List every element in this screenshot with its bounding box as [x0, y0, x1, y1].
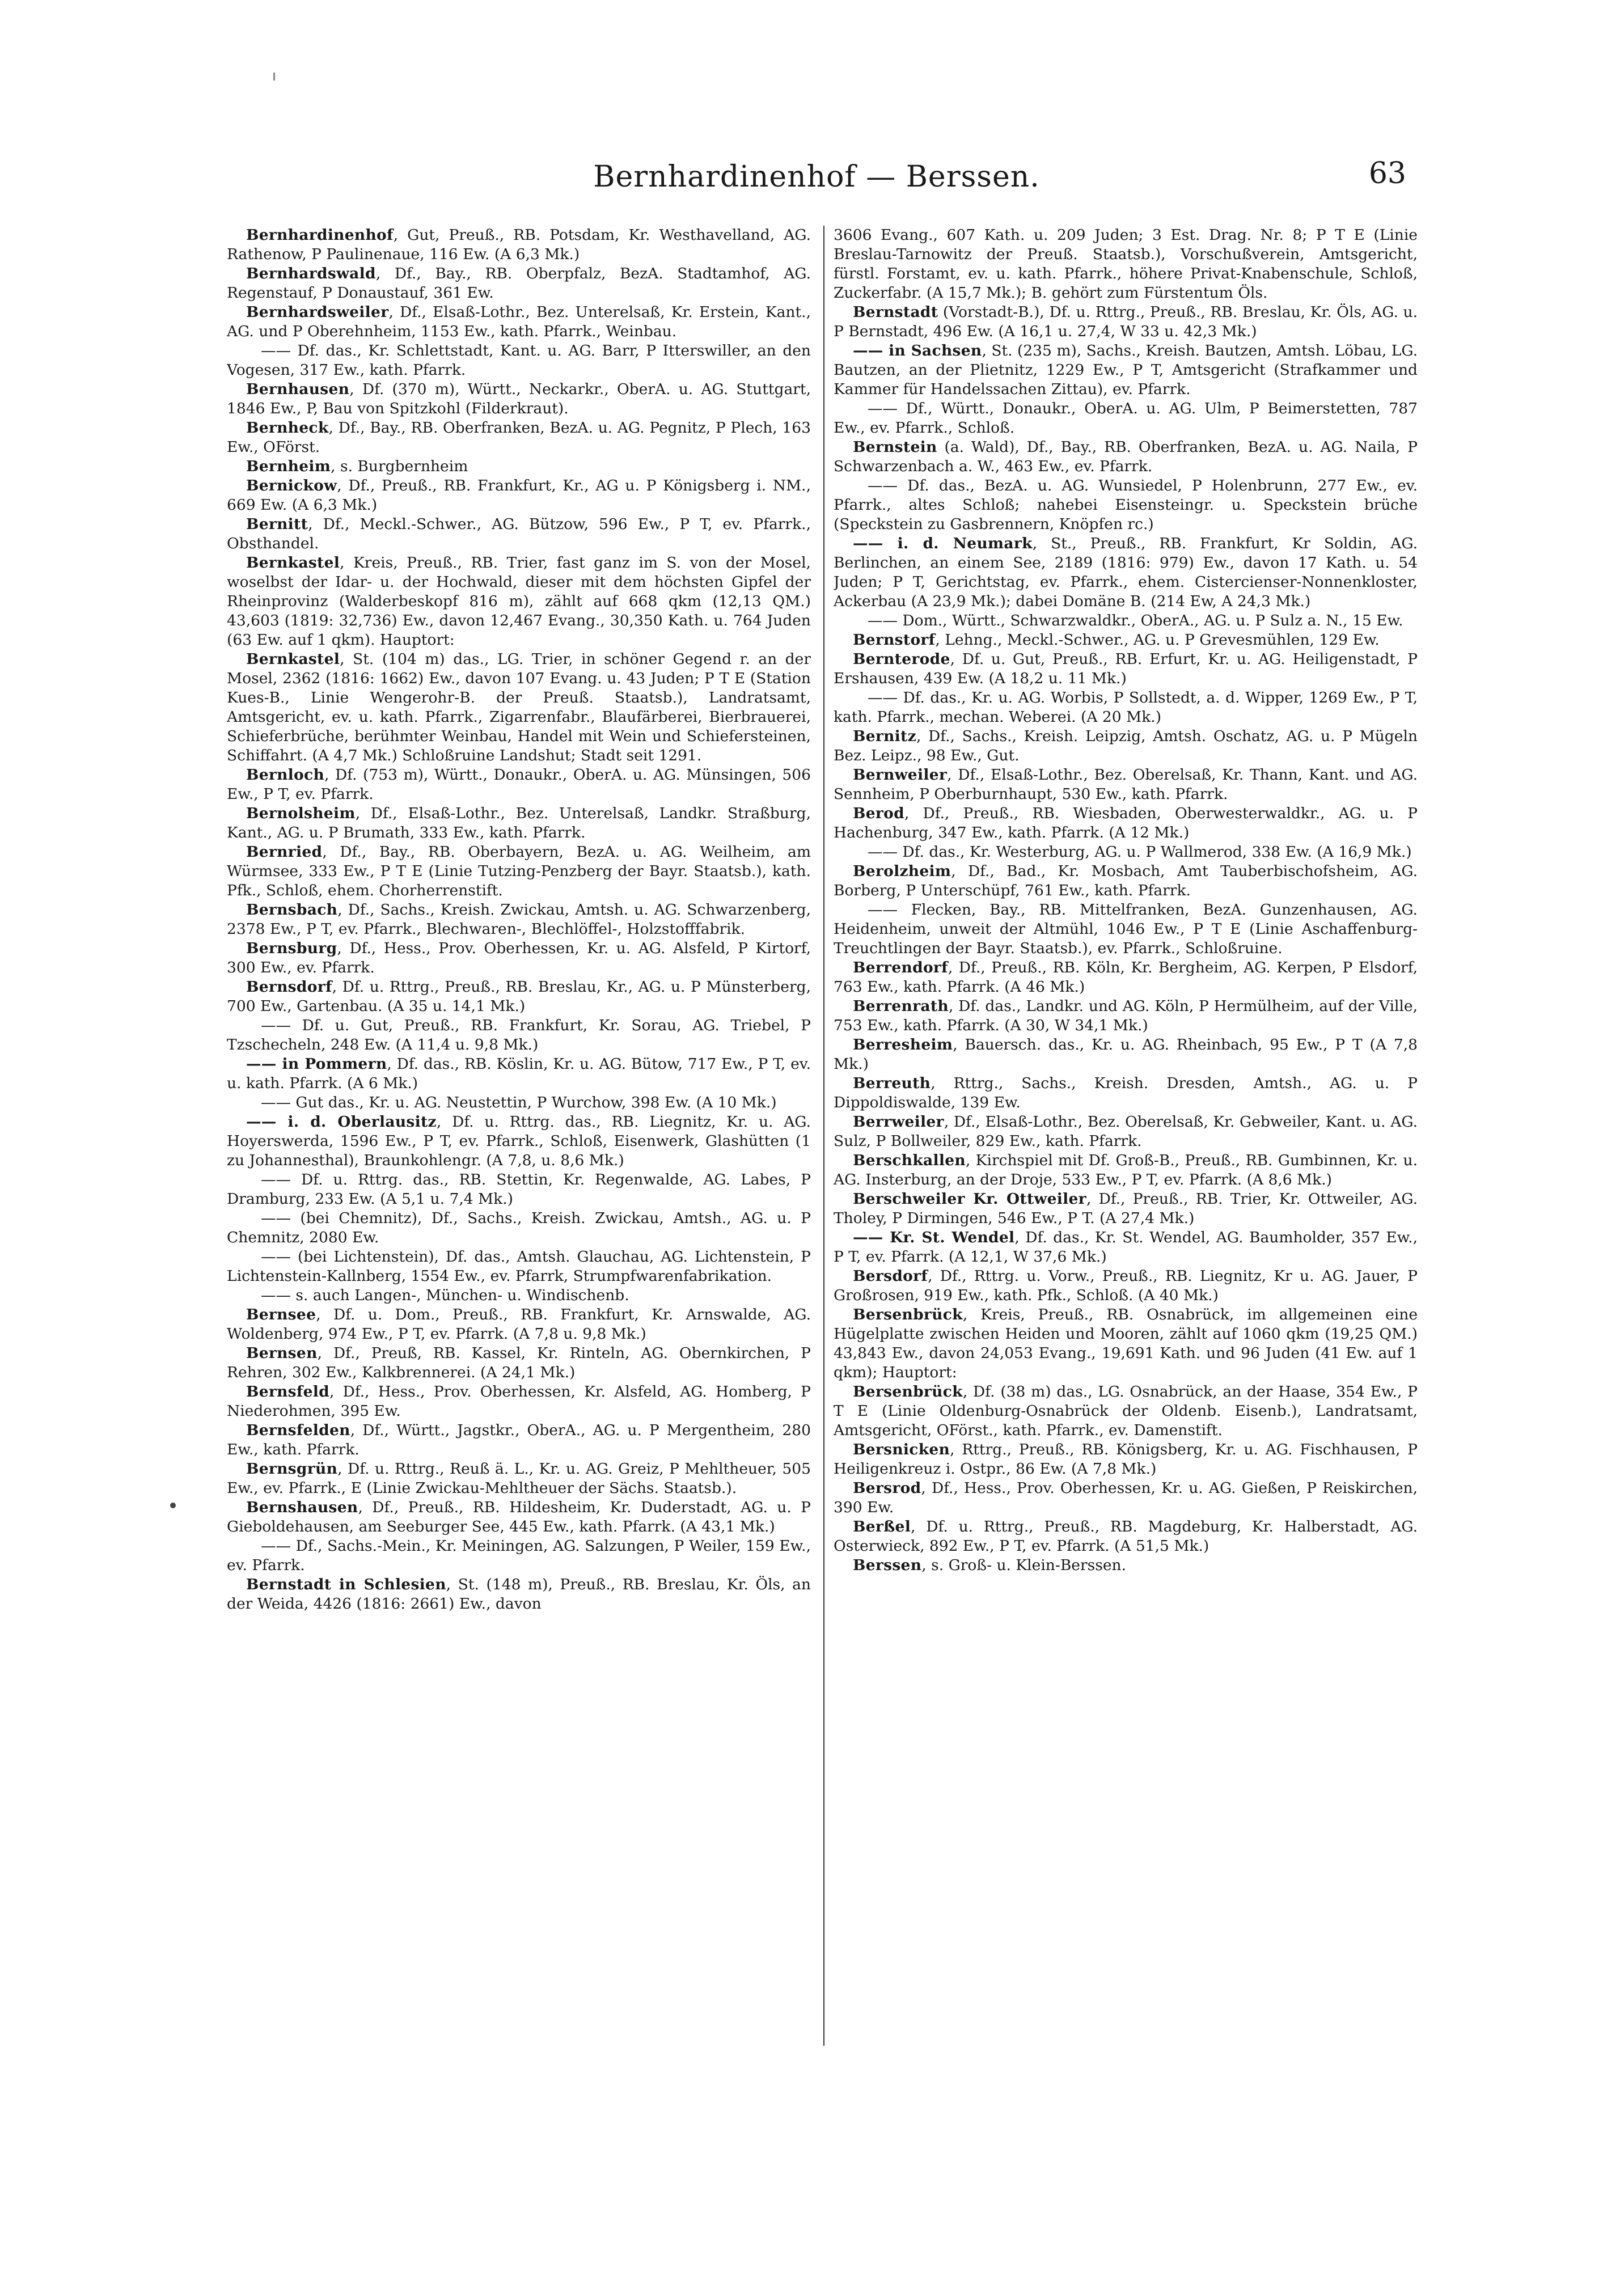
- entry-headword: Berschweiler Kr. Ottweiler: [853, 1190, 1086, 1208]
- entry-headword: Berrendorf: [853, 959, 948, 976]
- entry-headword: —— Kr. St. Wendel: [853, 1229, 1015, 1246]
- entry-text: , Rttrg., Sachs., Kreish. Dresden, Amtsh., AG. u. P Dippoldiswalde, 139 Ew.: [834, 1074, 1418, 1111]
- gazetteer-entry: [227, 1459, 811, 1498]
- entry-text: , Df., Elsaß-Lothr., Bez. Unterelsaß, Kr. Erstein, Kant., AG. und P Oberehnheim, 1153 Ew., kath. Pfarrk., Weinbau.: [227, 303, 811, 340]
- entry-headword: Berresheim: [853, 1036, 953, 1054]
- entry-text: —— (bei Lichtenstein), Df. das., Amtsh. Glauchau, AG. Lichtenstein, P Lichtenstein-Kallnberg, 1554 Ew., ev. Pfarrk, Strumpfwarenfabrikation.: [227, 1248, 811, 1285]
- gazetteer-entry: [227, 1247, 811, 1286]
- entry-text: , Kreis, Preuß., RB. Trier, fast ganz im S. von der Mosel, woselbst der Idar- u. der Hochwald, dieser mit dem höchsten Gipfel der Rheinprovinz (Walderbeskopf 816 m), zählt auf 668 qkm (12,13 QM.) 43,603 (1819: 32,736) Ew., davon 12,467 Evang., 30,350 Kath. u. 764 Juden (63 Ew. auf 1 qkm). Hauptort:: [227, 554, 811, 649]
- entry-headword: Bernsen: [246, 1344, 318, 1362]
- gazetteer-entry: [227, 939, 811, 978]
- entry-headword: Bernshausen: [246, 1499, 358, 1516]
- gazetteer-entry: [834, 727, 1418, 765]
- entry-text: , St. (235 m), Sachs., Kreish. Bautzen, Amtsh. Löbau, LG. Bautzen, an der Plietnitz, 1229 Ew., P T, Amtsgericht (Strafkammer und Kammer für Handelssachen Zittau), ev. Pfarrk.: [834, 342, 1418, 398]
- entry-text: , Df. das., RB. Köslin, Kr. u. AG. Bütow, 717 Ew., P T, ev. u. kath. Pfarrk. (A 6 Mk.): [227, 1055, 811, 1092]
- entry-headword: Bernsbach: [246, 901, 338, 919]
- gazetteer-entry: [834, 1112, 1418, 1151]
- entry-headword: Bernhardsweiler: [246, 303, 389, 321]
- gazetteer-entry: [834, 804, 1418, 843]
- entry-text: , Df., Bay., RB. Oberbayern, BezA. u. AG. Weilheim, am Würmsee, 333 Ew., P T E (Linie Tutzing-Penzberg der Bayr. Staatsb.), kath. Pfk., Schloß, ehem. Chorherrenstift.: [227, 843, 811, 899]
- entry-text: —— Df. das., Kr. Schlettstadt, Kant. u. AG. Barr, P Itterswiller, an den Vogesen, 317 Ew., kath. Pfarrk.: [227, 342, 811, 379]
- entry-headword: Bernsgrün: [246, 1460, 338, 1478]
- entry-headword: Bernsfeld: [246, 1383, 329, 1401]
- entry-headword: Bersdorf: [853, 1267, 928, 1285]
- right-column: [834, 226, 1418, 2068]
- entry-headword: Bernitt: [246, 515, 308, 533]
- entry-text: , Df., Preuß., RB. Hildesheim, Kr. Duderstadt, AG. u. P Gieboldehausen, am Seeburger See, 445 Ew., kath. Pfarrk. (A 43,1 Mk.): [227, 1499, 811, 1535]
- entry-text: , Df., Elsaß-Lothr., Bez. Oberelsaß, Kr. Thann, Kant. und AG. Sennheim, P Oberburnhaupt, 530 Ew., kath. Pfarrk.: [834, 766, 1418, 803]
- entry-headword: Bernickow: [246, 477, 337, 494]
- gazetteer-entry: [227, 1286, 811, 1305]
- gazetteer-entry: [834, 303, 1418, 341]
- gazetteer-entry: [834, 1228, 1418, 1267]
- entry-text: , Lehng., Meckl.-Schwer., AG. u. P Grevesmühlen, 129 Ew.: [935, 631, 1380, 649]
- entry-text: , Df., Hess., Prov. Oberhessen, Kr. u. AG. Alsfeld, P Kirtorf, 300 Ew., ev. Pfarrk.: [227, 940, 811, 976]
- entry-text: , Bauersch. das., Kr. u. AG. Rheinbach, 95 Ew., P T (A 7,8 Mk.): [834, 1036, 1418, 1073]
- entry-text: , Df., Sachs., Kreish. Zwickau, Amtsh. u. AG. Schwarzenberg, 2378 Ew., P T, ev. Pfarrk., Blechwaren-, Blechlöffel-, Holzstofffabrik.: [227, 901, 811, 938]
- margin-mark-top: [273, 73, 275, 81]
- gazetteer-entry: [227, 1382, 811, 1421]
- entry-text: —— s. auch Langen-, München- u. Windischenb.: [261, 1287, 629, 1304]
- margin-dot: [170, 1503, 176, 1508]
- entry-headword: Berolzheim: [853, 862, 951, 880]
- entry-headword: Bernhardinenhof: [246, 226, 394, 244]
- gazetteer-entry: [834, 534, 1418, 611]
- entry-headword: Bernweiler: [853, 766, 948, 784]
- gazetteer-entry: [834, 1556, 1418, 1575]
- gazetteer-entry: [834, 631, 1418, 650]
- entry-text: , St. (148 m), Preuß., RB. Breslau, Kr. Öls, an der Weida, 4426 (1816: 2661) Ew., davon: [227, 1576, 811, 1613]
- entry-text: , Df., Preuß., RB. Frankfurt, Kr., AG u. P Königsberg i. NM., 669 Ew. (A 6,3 Mk.): [227, 477, 811, 514]
- gazetteer-entry: [227, 1209, 811, 1247]
- entry-headword: —— in Sachsen: [853, 342, 982, 359]
- gazetteer-entry: [227, 515, 811, 553]
- gazetteer-entry: [834, 476, 1418, 534]
- entry-text: (a. Wald), Df., Bay., RB. Oberfranken, BezA. u. AG. Naila, P Schwarzenbach a. W., 463 Ew., ev. Pfarrk.: [834, 438, 1418, 475]
- entry-text: —— Df., Württ., Donaukr., OberA. u. AG. Ulm, P Beimerstetten, 787 Ew., ev. Pfarrk., Schloß.: [834, 400, 1418, 437]
- entry-headword: Berreuth: [853, 1074, 931, 1092]
- entry-text: , s. Burgbernheim: [331, 458, 468, 475]
- gazetteer-entry: [834, 688, 1418, 727]
- gazetteer-entry: [227, 341, 811, 380]
- gazetteer-entry: [227, 303, 811, 341]
- gazetteer-entry: [227, 264, 811, 303]
- gazetteer-entry: [834, 1305, 1418, 1382]
- entry-text: , Df., Hess., Prov. Oberhessen, Kr. u. AG. Gießen, P Reiskirchen, 390 Ew.: [834, 1479, 1418, 1516]
- entry-text: , Df., Meckl.-Schwer., AG. Bützow, 596 Ew., P T, ev. Pfarrk., Obsthandel.: [227, 515, 811, 552]
- gazetteer-entry: [834, 1479, 1418, 1517]
- gazetteer-entry: [834, 1267, 1418, 1305]
- gazetteer-entry: [834, 438, 1418, 476]
- entry-text: , Df., Elsaß-Lothr., Bez. Unterelsaß, Landkr. Straßburg, Kant., AG. u. P Brumath, 333 Ew., kath. Pfarrk.: [227, 805, 811, 841]
- left-column: [227, 226, 811, 2068]
- gazetteer-entry: [227, 804, 811, 843]
- entry-headword: Bersrod: [853, 1479, 921, 1497]
- entry-headword: Bernstadt: [853, 303, 938, 321]
- entry-text: , St., Preuß., RB. Frankfurt, Kr Soldin, AG. Berlinchen, an einem See, 2189 (1816: 979) Ew., davon 17 Kath. u. 54 Juden; P T, Gerichtstag, ev. Pfarrk., ehem. Cistercienser-Nonnenkloster, Ackerbau (A 23,9 Mk.); dabei Domäne B. (214 Ew, A 24,3 Mk.): [834, 535, 1418, 610]
- entry-headword: Bernsee: [246, 1306, 316, 1323]
- running-head-title: Bernhardinenhof — Berssen.: [593, 160, 1040, 194]
- entry-headword: Bernsfelden: [246, 1422, 350, 1439]
- entry-text: , Df. (370 m), Württ., Neckarkr., OberA. u. AG. Stuttgart, 1846 Ew., P, Bau von Spitzkohl (Filderkraut).: [227, 380, 811, 417]
- entry-text: , Df. u. Rttrg. das., RB. Liegnitz, Kr. u. AG. Hoyerswerda, 1596 Ew., P T, ev. Pfarrk., Schloß, Eisenwerk, Glashütten (1 zu Johannesthal), Braunkohlengr. (A 7,8, u. 8,6 Mk.): [227, 1113, 811, 1169]
- gazetteer-entry: [227, 226, 811, 264]
- entry-text: , Df., Bay., RB. Oberfranken, BezA. u. AG. Pegnitz, P Plech, 163 Ew., OFörst.: [227, 419, 811, 456]
- entry-headword: —— i. d. Oberlausitz: [246, 1113, 437, 1131]
- entry-text: , Df., Rttrg. u. Vorw., Preuß., RB. Liegnitz, Kr u. AG. Jauer, P Großrosen, 919 Ew., kath. Pfk., Schloß. (A 40 Mk.): [834, 1267, 1418, 1304]
- entry-text: , Df. u. Rttrg., Reuß ä. L., Kr. u. AG. Greiz, P Mehltheuer, 505 Ew., ev. Pfarrk., E (Linie Zwickau-Mehltheuer der Sächs. Staatsb.).: [227, 1460, 811, 1497]
- gazetteer-entry: [834, 1190, 1418, 1228]
- entry-headword: Bernkastel: [246, 650, 340, 668]
- entry-text: —— Df., Sachs.-Mein., Kr. Meiningen, AG. Salzungen, P Weiler, 159 Ew., ev. Pfarrk.: [227, 1537, 811, 1574]
- entry-text: , Df., Sachs., Kreish. Leipzig, Amtsh. Oschatz, AG. u. P Mügeln Bez. Leipz., 98 Ew., Gut.: [834, 727, 1418, 764]
- entry-headword: Berßel: [853, 1518, 911, 1535]
- gazetteer-entry: [834, 1517, 1418, 1556]
- gazetteer-entry: [227, 476, 811, 515]
- gazetteer-entry: [834, 611, 1418, 631]
- gazetteer-entry: [227, 1093, 811, 1112]
- entry-text: , Df. u. Rttrg., Preuß., RB. Magdeburg, Kr. Halberstadt, AG. Osterwieck, 892 Ew., P T, ev. Pfarrk. (A 51,5 Mk.): [834, 1518, 1418, 1555]
- entry-text: —— Gut das., Kr. u. AG. Neustettin, P Wurchow, 398 Ew. (A 10 Mk.): [261, 1094, 777, 1111]
- entry-headword: Bernstein: [853, 438, 937, 456]
- gazetteer-entry: [227, 1537, 811, 1575]
- entry-text: , Df. u. Dom., Preuß., RB. Frankfurt, Kr. Arnswalde, AG. Woldenberg, 974 Ew., P T, ev. Pfarrk. (A 7,8 u. 9,8 Mk.): [227, 1306, 811, 1343]
- entry-headword: —— in Pommern: [246, 1055, 387, 1073]
- gazetteer-entry: [227, 1305, 811, 1344]
- gazetteer-entry: [227, 978, 811, 1016]
- entry-headword: Bernheck: [246, 419, 329, 437]
- entry-text: , Df., Bad., Kr. Mosbach, Amt Tauberbischofsheim, AG. Borberg, P Unterschüpf, 761 Ew., kath. Pfarrk.: [834, 862, 1418, 899]
- gazetteer-entry: [834, 226, 1418, 303]
- entry-headword: Bernterode: [853, 650, 950, 668]
- entry-headword: Bersnicken: [853, 1441, 950, 1458]
- gazetteer-entry: [227, 1055, 811, 1093]
- gazetteer-entry: [834, 765, 1418, 804]
- entry-text: —— Dom., Württ., Schwarzwaldkr., OberA., AG. u. P Sulz a. N., 15 Ew.: [868, 612, 1403, 629]
- entry-headword: Bernkastel: [246, 554, 340, 572]
- entry-text: , Df., Hess., Prov. Oberhessen, Kr. Alsfeld, AG. Homberg, P Niederohmen, 395 Ew.: [227, 1383, 811, 1420]
- entry-text: , Df. das., Kr. St. Wendel, AG. Baumholder, 357 Ew., P T, ev. Pfarrk. (A 12,1, W 37,6 Mk.): [834, 1229, 1418, 1266]
- entry-text: , St. (104 m) das., LG. Trier, in schöner Gegend r. an der Mosel, 2362 (1816: 1662) Ew., davon 107 Evang. u. 43 Juden; P T E (Station Kues-B., Linie Wengerohr-B. der Preuß. Staatsb.), Landratsamt, Amtsgericht, ev. u. kath. Pfarrk., Zigarrenfabr., Blaufärberei, Bierbrauerei, Schieferbrüche, berühmter Weinbau, Handel mit Wein und Schiefersteinen, Schiffahrt. (A 4,7 Mk.) Schloßruine Landshut; Stadt seit 1291.: [227, 650, 811, 764]
- entry-text: , s. Groß- u. Klein-Berssen.: [921, 1556, 1127, 1574]
- entry-text: —— Df. das., Kr. u. AG. Worbis, P Sollstedt, a. d. Wipper, 1269 Ew., P T, kath. Pfarrk., mechan. Weberei. (A 20 Mk.): [834, 689, 1418, 726]
- entry-text: , Df. u. Rttrg., Preuß., RB. Breslau, Kr., AG. u. P Münsterberg, 700 Ew., Gartenbau. (A 35 u. 14,1 Mk.): [227, 978, 811, 1015]
- running-header: [227, 156, 1406, 205]
- gazetteer-entry: [834, 1382, 1418, 1440]
- entry-headword: Berod: [853, 805, 904, 822]
- gazetteer-entry: [227, 765, 811, 804]
- entry-headword: Bersenbrück: [853, 1383, 963, 1401]
- entry-text: , Df., Preuß., RB. Köln, Kr. Bergheim, AG. Kerpen, P Elsdorf, 763 Ew., kath. Pfarrk. (A 46 Mk.): [834, 959, 1418, 996]
- gazetteer-entry: [834, 900, 1418, 958]
- gazetteer-entry: [834, 341, 1418, 399]
- entry-headword: —— i. d. Neumark: [853, 535, 1033, 552]
- entry-headword: Bernsdorf: [246, 978, 332, 996]
- entry-text: , Df., Preuß., RB. Wiesbaden, Oberwesterwaldkr., AG. u. P Hachenburg, 347 Ew., kath. Pfarrk. (A 12 Mk.): [834, 805, 1418, 841]
- gazetteer-entry: [834, 997, 1418, 1035]
- entry-text: , Df. (753 m), Württ., Donaukr., OberA. u. AG. Münsingen, 506 Ew., P T, ev. Pfarrk.: [227, 766, 811, 803]
- entry-text: , Kreis, Preuß., RB. Osnabrück, im allgemeinen eine Hügelplatte zwischen Heiden und Mooren, zählt auf 1060 qkm (19,25 QM.) 43,843 Ew., davon 24,053 Evang., 19,691 Kath. und 96 Juden (41 Ew. auf 1 qkm); Hauptort:: [834, 1306, 1418, 1381]
- entry-text: , Kirchspiel mit Df. Groß-B., Preuß., RB. Gumbinnen, Kr. u. AG. Insterburg, an der Droje, 533 Ew., P T, ev. Pfarrk. (A 8,6 Mk.): [834, 1152, 1418, 1188]
- gazetteer-entry: [834, 1151, 1418, 1190]
- entry-text: —— (bei Chemnitz), Df., Sachs., Kreish. Zwickau, Amtsh., AG. u. P Chemnitz, 2080 Ew.: [227, 1209, 811, 1246]
- entry-text: —— Df. das., BezA. u. AG. Wunsiedel, P Holenbrunn, 277 Ew., ev. Pfarrk., altes Schloß; nahebei Eisensteingr. u. Speckstein brüche (Speckstein zu Gasbrennern, Knöpfen rc.): [834, 477, 1418, 533]
- gazetteer-entry: [834, 862, 1418, 900]
- entry-headword: Berschkallen: [853, 1152, 966, 1169]
- gazetteer-entry: [227, 1421, 811, 1459]
- entry-headword: Bernhardswald: [246, 265, 376, 282]
- entry-text: , Df. das., Landkr. und AG. Köln, P Hermülheim, auf der Ville, 753 Ew., kath. Pfarrk. (A 30, W 34,1 Mk.): [834, 997, 1418, 1034]
- entry-headword: Bernstorf: [853, 631, 936, 649]
- entry-text: , Df., Preuß, RB. Kassel, Kr. Rinteln, AG. Obernkirchen, P Rehren, 302 Ew., Kalkbrennerei. (A 24,1 Mk.): [227, 1344, 811, 1381]
- gazetteer-entry: [834, 650, 1418, 688]
- entry-headword: Bernitz: [853, 727, 916, 745]
- entry-text: , Df., Bay., RB. Oberpfalz, BezA. Stadtamhof, AG. Regenstauf, P Donaustauf, 361 Ew.: [227, 265, 811, 302]
- entry-text: —— Df. u. Gut, Preuß., RB. Frankfurt, Kr. Sorau, AG. Triebel, P Tzschecheln, 248 Ew. (A 11,4 u. 9,8 Mk.): [227, 1017, 811, 1054]
- entry-headword: Bernloch: [246, 766, 325, 784]
- entry-headword: Bernheim: [246, 458, 331, 475]
- page-number: 63: [1368, 156, 1406, 191]
- entry-headword: Berssen: [853, 1556, 922, 1574]
- gazetteer-entry: [227, 1344, 811, 1382]
- entry-text: , Df. (38 m) das., LG. Osnabrück, an der Haase, 354 Ew., P T E (Linie Oldenburg-Osnabrück der Oldenb. Eisenb.), Landratsamt, Amtsgericht, OFörst., kath. Pfarrk., ev. Damenstift.: [834, 1383, 1418, 1439]
- entry-text: 3606 Evang., 607 Kath. u. 209 Juden; 3 Est. Drag. Nr. 8; P T E (Linie Breslau-Tarnowitz der Preuß. Staatsb.), Vorschußverein, Amtsgericht, fürstl. Forstamt, ev. u. kath. Pfarrk., höhere Privat-Knabenschule, Schloß, Zuckerfabr. (A 15,7 Mk.); B. gehört zum Fürstentum Öls.: [834, 226, 1418, 302]
- entry-text: , Rttrg., Preuß., RB. Königsberg, Kr. u. AG. Fischhausen, P Heiligenkreuz i. Ostpr., 86 Ew. (A 7,8 Mk.): [834, 1441, 1418, 1478]
- entry-text: , Gut, Preuß., RB. Potsdam, Kr. Westhavelland, AG. Rathenow, P Paulinenaue, 116 Ew. (A 6,3 Mk.): [227, 226, 811, 263]
- gazetteer-entry: [227, 843, 811, 900]
- gazetteer-entry: [227, 1170, 811, 1209]
- gazetteer-entry: [227, 650, 811, 765]
- entry-text: —— Flecken, Bay., RB. Mittelfranken, BezA. Gunzenhausen, AG. Heidenheim, unweit der Altmühl, 1046 Ew., P T E (Linie Aschaffenburg-Treuchtlingen der Bayr. Staatsb.), ev. Pfarrk., Schloßruine.: [834, 901, 1418, 957]
- gazetteer-entry: [834, 958, 1418, 997]
- gazetteer-entry: [834, 1440, 1418, 1479]
- gazetteer-entry: [227, 418, 811, 457]
- gazetteer-entry: [834, 1035, 1418, 1074]
- gazetteer-entry: [834, 399, 1418, 438]
- gazetteer-entry: [834, 1074, 1418, 1112]
- gazetteer-entry: [227, 900, 811, 939]
- entry-headword: Berrweiler: [853, 1113, 944, 1131]
- entry-headword: Bernsburg: [246, 940, 337, 957]
- entry-text: —— Df. u. Rttrg. das., RB. Stettin, Kr. Regenwalde, AG. Labes, P Dramburg, 233 Ew. (A 5,1 u. 7,4 Mk.): [227, 1171, 811, 1208]
- gazetteer-entry: [227, 1575, 811, 1614]
- column-divider: [823, 226, 824, 2046]
- entry-text: , Df., Preuß., RB. Trier, Kr. Ottweiler, AG. Tholey, P Dirmingen, 546 Ew., P T. (A 27,4 Mk.): [834, 1190, 1418, 1227]
- gazetteer-entry: [227, 1016, 811, 1055]
- entry-headword: Berrenrath: [853, 997, 949, 1015]
- gazetteer-entry: [227, 1112, 811, 1170]
- entry-text: —— Df. das., Kr. Westerburg, AG. u. P Wallmerod, 338 Ew. (A 16,9 Mk.): [868, 843, 1412, 861]
- entry-text: , Df. u. Gut, Preuß., RB. Erfurt, Kr. u. AG. Heiligenstadt, P Ershausen, 439 Ew. (A 18,2 u. 11 Mk.): [834, 650, 1418, 687]
- gazetteer-entry: [227, 553, 811, 650]
- entry-text: (Vorstadt-B.), Df. u. Rttrg., Preuß., RB. Breslau, Kr. Öls, AG. u. P Bernstadt, 496 Ew. (A 16,1 u. 27,4, W 33 u. 42,3 Mk.): [834, 303, 1418, 340]
- entry-headword: Bernried: [246, 843, 323, 861]
- gazetteer-entry: [227, 380, 811, 418]
- entry-headword: Bernstadt in Schlesien: [246, 1576, 446, 1593]
- entry-text: , Df., Elsaß-Lothr., Bez. Oberelsaß, Kr. Gebweiler, Kant. u. AG. Sulz, P Bollweiler, 829 Ew., kath. Pfarrk.: [834, 1113, 1418, 1150]
- gazetteer-entry: [227, 457, 811, 476]
- entry-headword: Bernolsheim: [246, 805, 356, 822]
- gazetteer-entry: [834, 843, 1418, 862]
- gazetteer-entry: [227, 1498, 811, 1537]
- entry-headword: Bersenbrück: [853, 1306, 963, 1323]
- entry-headword: Bernhausen: [246, 380, 350, 398]
- entry-text: , Df., Württ., Jagstkr., OberA., AG. u. P Mergentheim, 280 Ew., kath. Pfarrk.: [227, 1422, 811, 1458]
